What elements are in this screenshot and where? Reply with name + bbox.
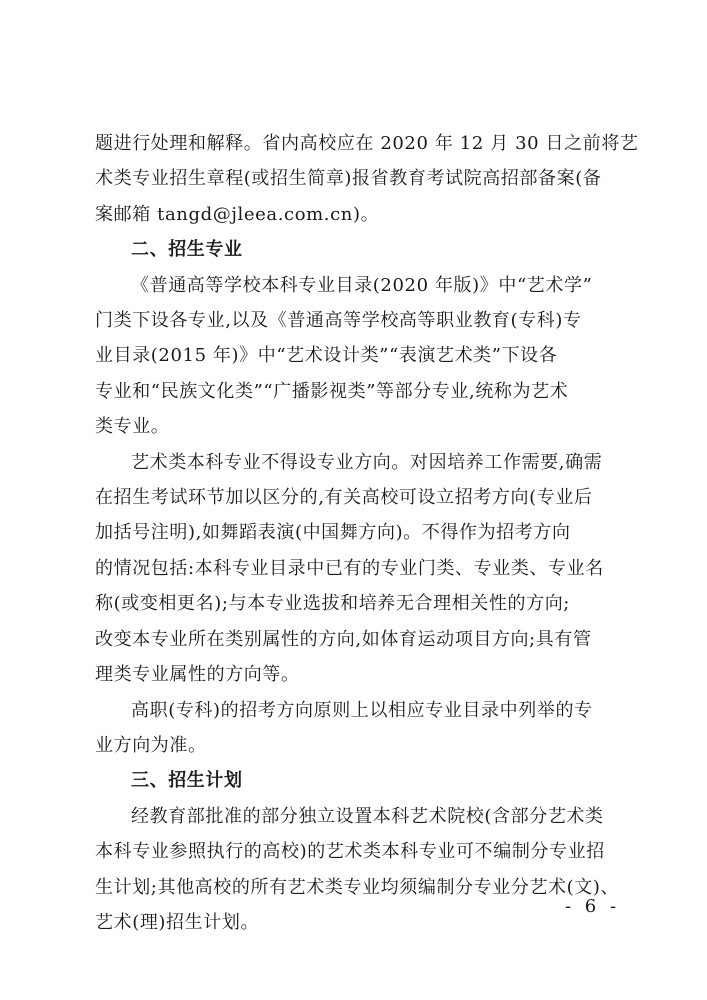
text-line: 《普通高等学校本科专业目录(2020 年版)》中“艺术学” (131, 274, 593, 296)
paragraph-majors-definition (95, 268, 625, 445)
paragraph-vocational-directions (95, 693, 625, 764)
paragraph-enrollment-plan (95, 799, 625, 941)
section-heading-plan (95, 763, 625, 798)
text-line: 类专业。 (95, 416, 170, 438)
text-line: 案邮箱 tangd@jleea.com.cn)。 (95, 203, 380, 225)
text-line: 业方向为准。 (95, 734, 207, 756)
text-line: 艺术(理)招生计划。 (95, 911, 260, 933)
text-line: 门类下设各专业,以及《普通高等学校高等职业教育(专科)专 (95, 310, 582, 332)
text-line: 加括号注明),如舞蹈表演(中国舞方向)。不得作为招考方向 (95, 522, 571, 544)
heading-text: 三、招生计划 (131, 770, 243, 792)
text-line: 理类专业属性的方向等。 (95, 664, 300, 686)
paragraph-continuation (95, 126, 639, 232)
paragraph-major-directions (95, 445, 625, 693)
page-number: - 6 - (565, 896, 621, 917)
text-line: 题进行处理和解释。省内高校应在 2020 年 12 月 30 日之前将艺 (95, 133, 639, 154)
document-body (95, 126, 639, 940)
text-line: 称(或变相更名);与本专业选拔和培养无合理相关性的方向; (95, 593, 570, 615)
text-line: 高职(专科)的招考方向原则上以相应专业目录中列举的专 (131, 699, 593, 721)
heading-text: 二、招生专业 (131, 239, 243, 261)
text-line: 业目录(2015 年)》中“艺术设计类”“表演艺术类”下设各 (95, 345, 558, 367)
text-line: 经教育部批准的部分独立设置本科艺术院校(含部分艺术类 (131, 805, 604, 827)
text-line: 改变本专业所在类别属性的方向,如体育运动项目方向;具有管 (95, 628, 592, 650)
text-line: 的情况包括:本科专业目录中已有的专业门类、专业类、专业名 (95, 557, 604, 579)
section-heading-majors (95, 232, 625, 267)
text-line: 专业和“民族文化类”“广播影视类”等部分专业,统称为艺术 (95, 380, 569, 402)
text-line: 本科专业参照执行的高校)的艺术类本科专业可不编制分专业招 (95, 841, 605, 863)
text-line: 艺术类本科专业不得设专业方向。对因培养工作需要,确需 (131, 451, 603, 473)
text-line: 在招生考试环节加以区分的,有关高校可设立招考方向(专业后 (95, 487, 593, 509)
text-line: 生计划;其他高校的所有艺术类专业均须编制分专业分艺术(文)、 (95, 876, 620, 898)
text-line: 术类专业招生章程(或招生简章)报省教育考试院高招部备案(备 (95, 168, 602, 190)
